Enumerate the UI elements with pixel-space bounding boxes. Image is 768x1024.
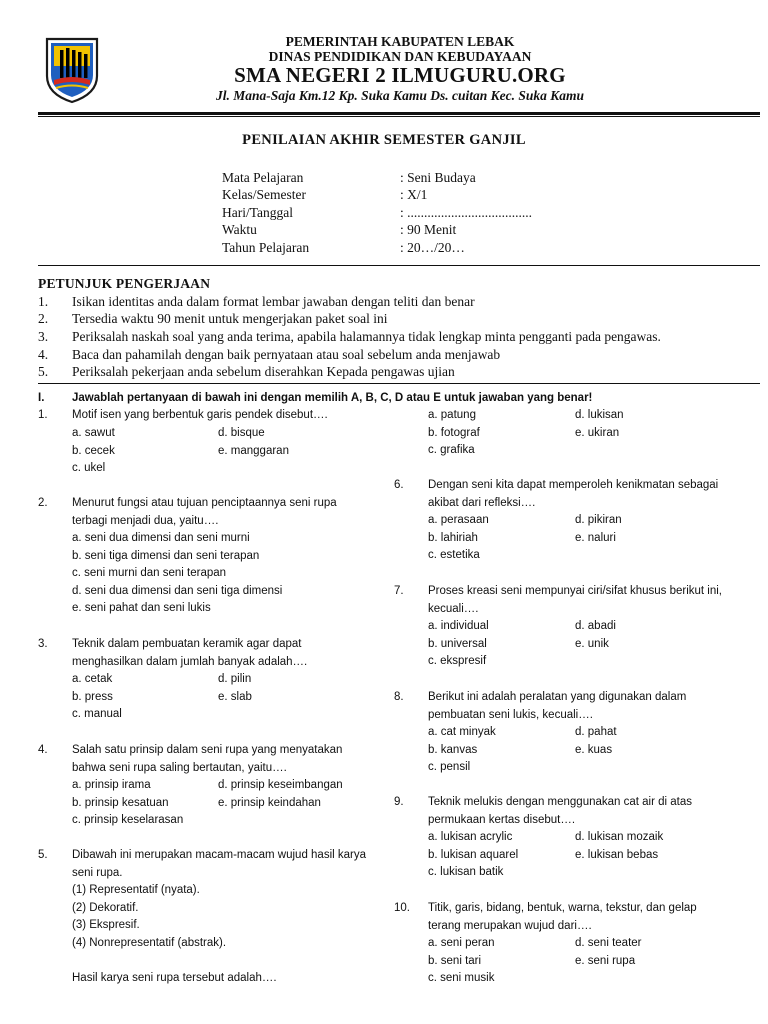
info-row-year [222,240,642,258]
question-text: Proses kreasi seni mempunyai ciri/sifat khusus berikut ini, [428,585,723,597]
info-value: : Seni Budaya [400,170,476,185]
instructions-title: PETUNJUK PENGERJAAN [38,276,211,291]
option-b[interactable]: b. prinsip kesatuan [72,797,169,809]
option-a[interactable]: a. seni peran [428,937,495,949]
instruction-number: 2. [38,311,49,326]
instruction-item [38,329,738,346]
option-c[interactable]: c. pensil [428,761,471,773]
option-d[interactable]: d. abadi [575,620,616,632]
option-d[interactable]: d. prinsip keseimbangan [218,779,343,791]
option-a[interactable]: a. patung [428,409,476,421]
option-c[interactable]: c. ukel [72,462,106,474]
question-text: bahwa seni rupa saling bertautan, yaitu…. [72,762,287,774]
info-label: Tahun Pelajaran [222,240,310,255]
question-text: Salah satu prinsip dalam seni rupa yang menyatakan [72,744,343,756]
exam-title: PENILAIAN AKHIR SEMESTER GANJIL [242,132,526,148]
question-number: 8. [394,691,404,703]
question-text: permukaan kertas disebut…. [428,814,576,826]
option-e[interactable]: e. kuas [575,744,613,756]
question-number: 4. [38,744,48,756]
question-text: kecuali…. [428,603,479,615]
option-a[interactable]: a. cat minyak [428,726,496,738]
option-c[interactable]: c. lukisan batik [428,866,504,878]
question-text: Titik, garis, bidang, bentuk, warna, tekstur, dan gelap [428,902,697,914]
question-text: pembuatan seni lukis, kecuali…. [428,709,593,721]
instructions-divider [38,383,760,384]
option-a[interactable]: a. prinsip irama [72,779,151,791]
question-number: 2. [38,497,48,509]
identity-divider [38,265,760,266]
instruction-text: Baca dan pahamilah dengan baik pernyataan atau soal sebelum anda menjawab [72,347,501,362]
instruction-text: Periksalah pekerjaan anda sebelum diserahkan Kepada pengawas ujian [72,364,455,379]
instruction-text: Isikan identitas anda dalam format lembar jawaban dengan teliti dan benar [72,294,475,309]
instruction-item [38,294,738,311]
option-d[interactable]: d. pahat [575,726,617,738]
instruction-text: Tersedia waktu 90 menit untuk mengerjakan paket soal ini [72,311,388,326]
option-e[interactable]: e. unik [575,638,609,650]
option-a[interactable]: a. lukisan acrylic [428,831,513,843]
option-a[interactable]: a. sawut [72,427,115,439]
option-a[interactable]: a. cetak [72,673,113,685]
option-e[interactable]: e. manggaran [218,445,289,457]
option-d[interactable]: d. bisque [218,427,265,439]
letterhead-divider [38,112,760,115]
option-c[interactable]: c. manual [72,708,122,720]
question-number: 7. [394,585,404,597]
instruction-item [38,311,738,328]
question-text: (2) Dekoratif. [72,902,139,914]
instruction-number: 5. [38,364,49,379]
instruction-item [38,364,738,381]
option-e[interactable]: e. slab [218,691,252,703]
info-label: Kelas/Semester [222,187,306,202]
question-text: Teknik melukis dengan menggunakan cat air di atas [428,796,693,808]
option-a[interactable]: a. perasaan [428,514,489,526]
option-a[interactable]: a. seni dua dimensi dan seni murni [72,532,250,544]
option-e[interactable]: e. lukisan bebas [575,849,659,861]
question-text: seni rupa. [72,867,123,879]
question-number: 9. [394,796,404,808]
option-d[interactable]: d. pikiran [575,514,622,526]
info-value: : 20…/20… [400,240,465,255]
option-c[interactable]: c. seni murni dan seni terapan [72,567,227,579]
question-text: terbagi menjadi dua, yaitu…. [72,515,219,527]
info-row-subject [222,170,642,188]
info-row-class [222,187,642,205]
question-number: 10. [394,902,410,914]
info-label: Mata Pelajaran [222,170,304,185]
option-b[interactable]: b. lukisan aquarel [428,849,519,861]
option-b[interactable]: b. universal [428,638,487,650]
question-text: (1) Representatif (nyata). [72,884,200,896]
option-d[interactable]: d. lukisan mozaik [575,831,664,843]
option-c[interactable]: c. grafika [428,444,475,456]
option-e[interactable]: e. naluri [575,532,616,544]
option-b[interactable]: b. cecek [72,445,115,457]
option-c[interactable]: c. prinsip keselarasan [72,814,184,826]
question-text: Dibawah ini merupakan macam-macam wujud hasil karya [72,849,367,861]
section-heading [38,392,768,408]
info-row-time [222,222,642,240]
section-number: I. [38,392,45,404]
instruction-number: 4. [38,347,49,362]
option-d[interactable]: d. seni dua dimensi dan seni tiga dimensi [72,585,283,597]
option-d[interactable]: d. pilin [218,673,252,685]
option-d[interactable]: d. lukisan [575,409,624,421]
question-text: (4) Nonrepresentatif (abstrak). [72,937,227,949]
question-text: menghasilkan dalam jumlah banyak adalah…. [72,656,308,668]
option-e[interactable]: e. seni rupa [575,955,636,967]
instruction-item [38,347,738,364]
info-label: Hari/Tanggal [222,205,294,220]
question-text: Berikut ini adalah peralatan yang digunakan dalam [428,691,687,703]
question-number: 3. [38,638,48,650]
info-value: : X/1 [400,187,428,202]
info-value: : ..................................... [400,205,533,220]
option-c[interactable]: c. seni musik [428,972,495,984]
option-b[interactable]: b. fotograf [428,427,480,439]
question-text: Teknik dalam pembuatan keramik agar dapat [72,638,302,650]
school-name: SMA NEGERI 2 ILMUGURU.ORG [234,63,566,87]
option-b[interactable]: b. seni tiga dimensi dan seni terapan [72,550,260,562]
option-e[interactable]: e. ukiran [575,427,620,439]
government-name: PEMERINTAH KABUPATEN LEBAK [285,34,515,49]
instruction-number: 1. [38,294,49,309]
option-b[interactable]: b. seni tari [428,955,482,967]
info-value: : 90 Menit [400,222,457,237]
instruction-text: Periksalah naskah soal yang anda terima, apabila halamannya tidak lengkap minta pengganti pada pengawas. [72,329,661,344]
instruction-number: 3. [38,329,49,344]
section-instruction: Jawablah pertanyaan di bawah ini dengan memilih A, B, C, D atau E untuk jawaban yang benar! [72,392,593,404]
option-e[interactable]: e. seni pahat dan seni lukis [72,602,211,614]
department-name: DINAS PENDIDIKAN DAN KEBUDAYAAN [268,49,532,64]
question-text: Menurut fungsi atau tujuan penciptaannya seni rupa [72,497,337,509]
info-row-date [222,205,642,223]
question-number: 5. [38,849,48,861]
option-c[interactable]: c. ekspresif [428,655,487,667]
question-text: Motif isen yang berbentuk garis pendek disebut…. [72,409,328,421]
question-text: (3) Ekspresif. [72,919,140,931]
question-text: terang merupakan wujud dari…. [428,920,592,932]
option-b[interactable]: b. kanvas [428,744,478,756]
school-address: Jl. Mana-Saja Km.12 Kp. Suka Kamu Ds. cuitan Kec. Suka Kamu [216,88,584,103]
option-c[interactable]: c. estetika [428,549,480,561]
question-number: 1. [38,409,48,421]
question-text: Dengan seni kita dapat memperoleh kenikmatan sebagai [428,479,719,491]
question-text: Hasil karya seni rupa tersebut adalah…. [72,972,277,984]
option-d[interactable]: d. seni teater [575,937,642,949]
question-number: 6. [394,479,404,491]
option-b[interactable]: b. lahiriah [428,532,478,544]
option-e[interactable]: e. prinsip keindahan [218,797,321,809]
letterhead-divider-thin [38,116,760,117]
info-label: Waktu [222,222,257,237]
school-emblem-icon [44,36,100,104]
option-a[interactable]: a. individual [428,620,489,632]
option-b[interactable]: b. press [72,691,113,703]
question-text: akibat dari refleksi…. [428,497,536,509]
